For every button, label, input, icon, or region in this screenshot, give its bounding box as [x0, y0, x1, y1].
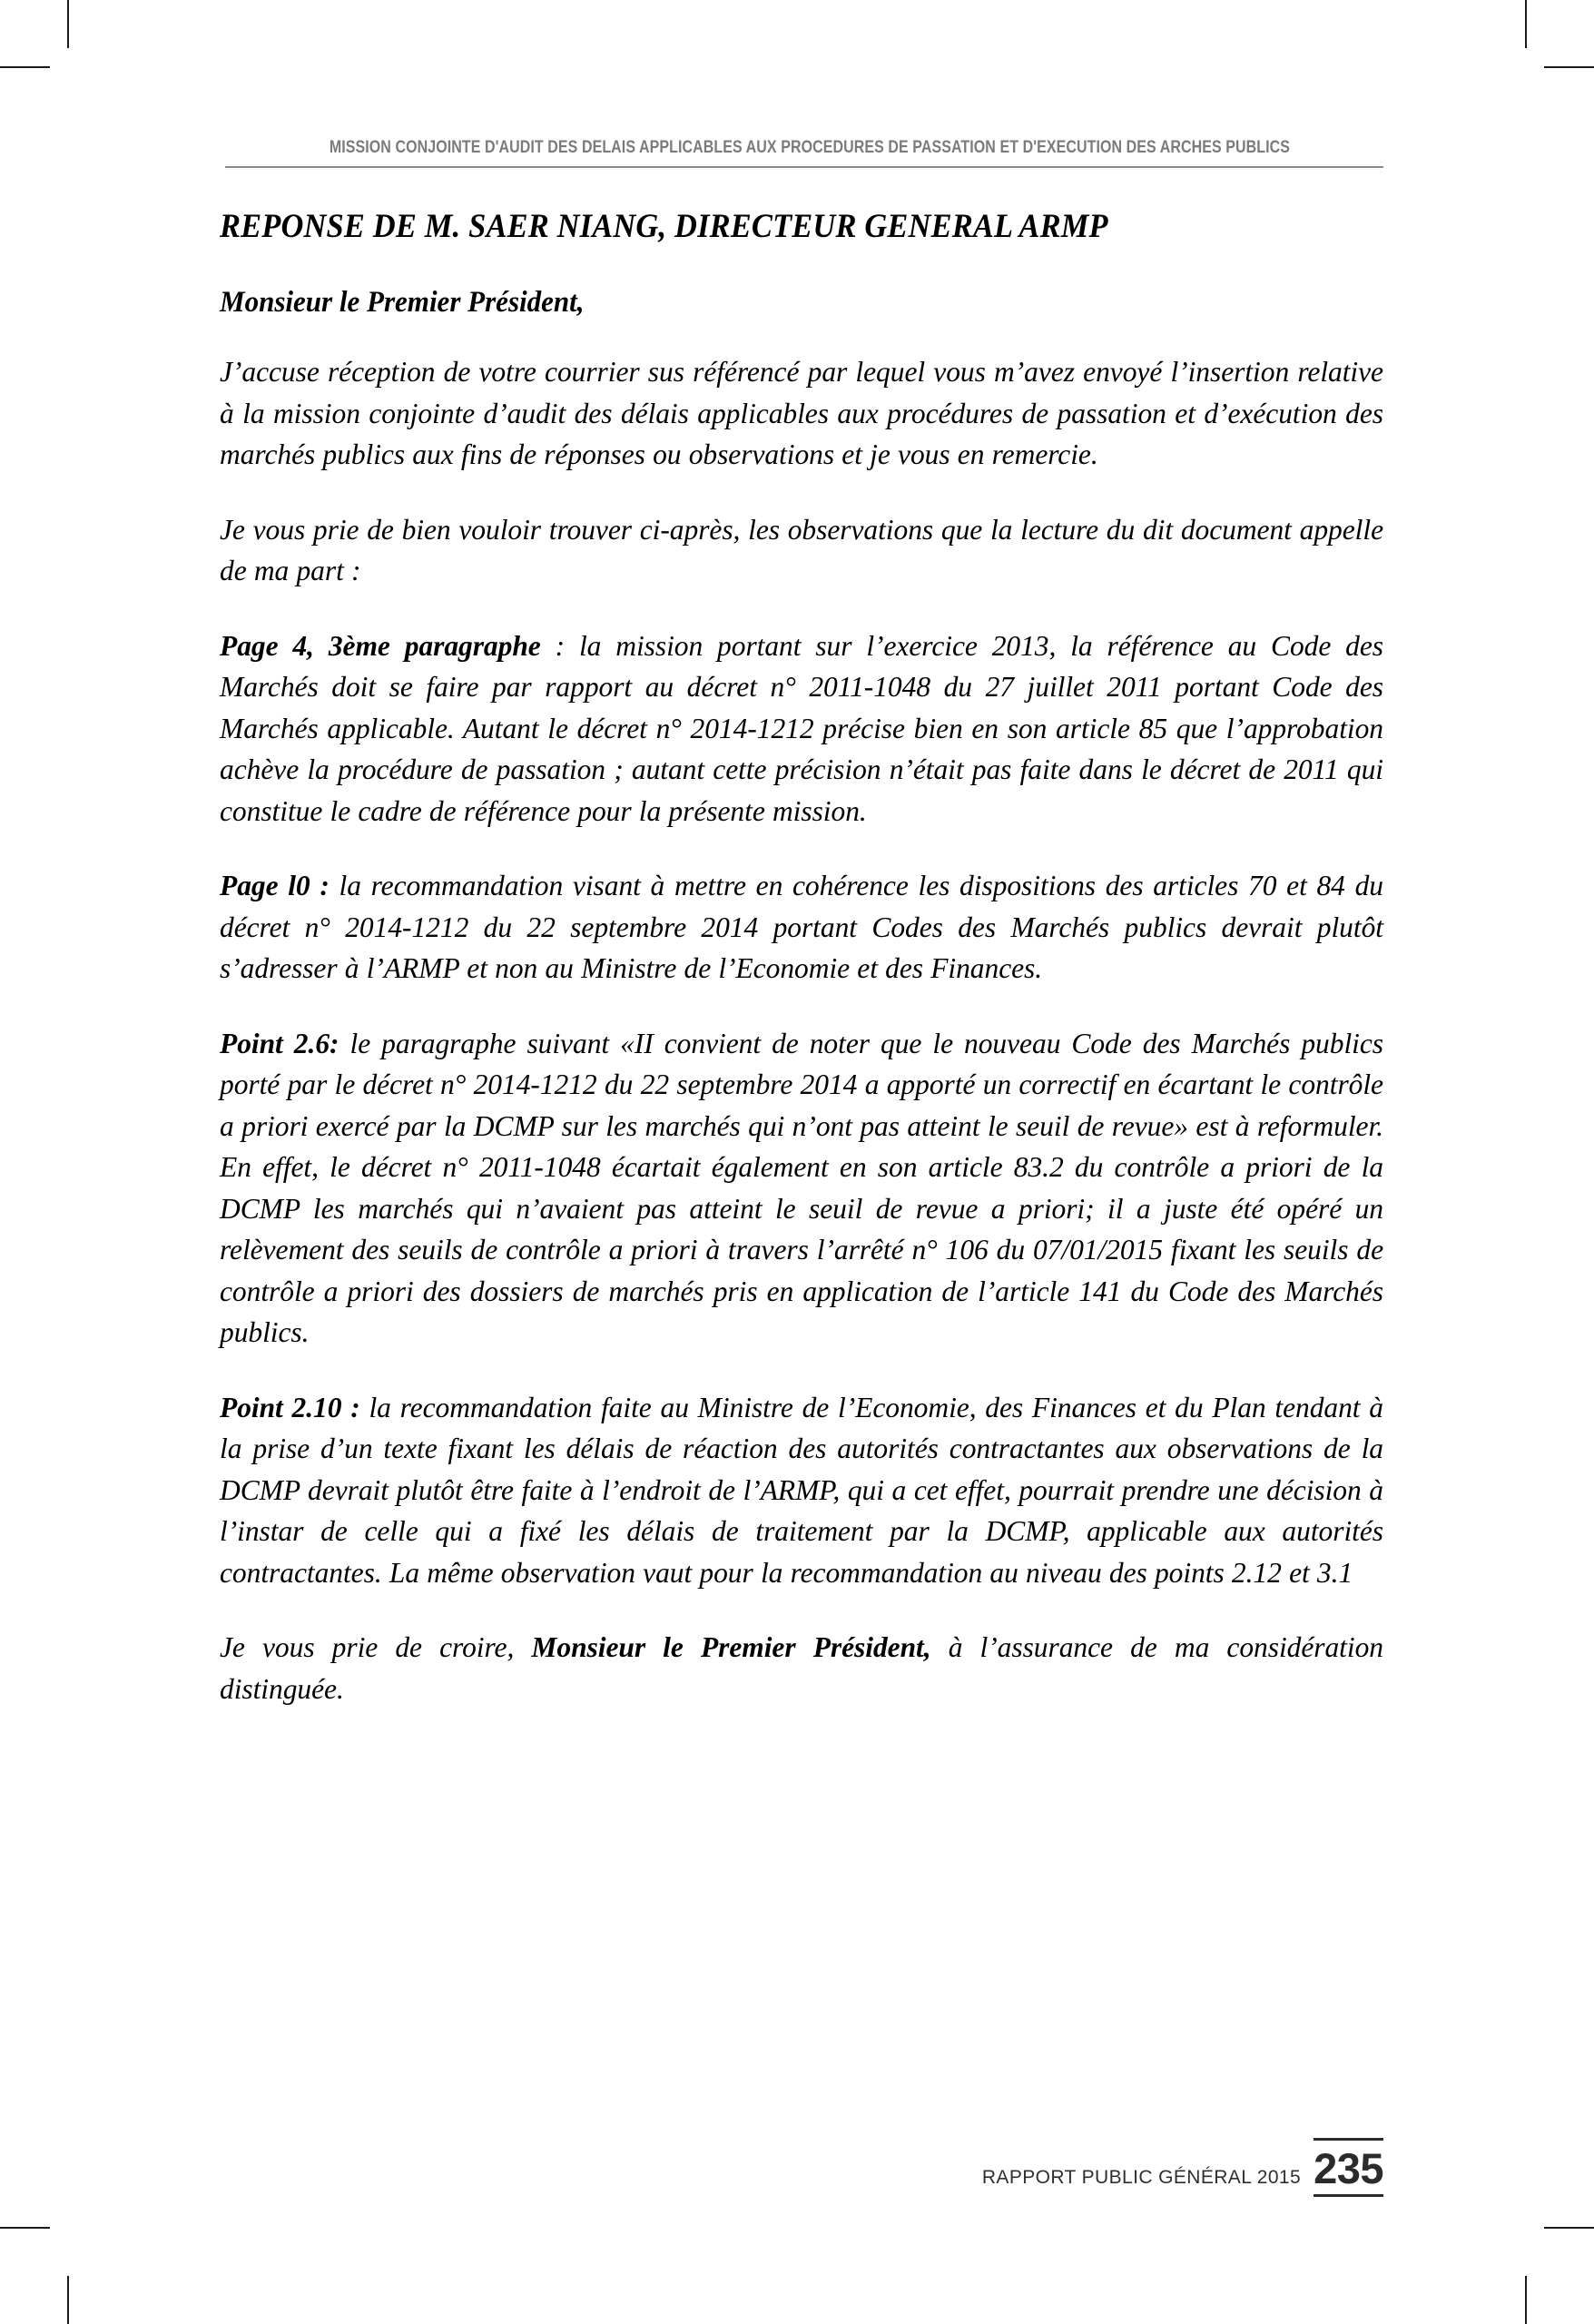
paragraph-text: Je vous prie de bien vouloir trouver ci-après, les observations que la lecture du dit document appelle de ma part :	[220, 513, 1383, 587]
paragraph-page-4	[220, 625, 1383, 832]
paragraph-lead: Point 2.6:	[220, 1027, 339, 1059]
page-footer	[982, 2138, 1383, 2197]
paragraph-text: : la mission portant sur l’exercice 2013, la référence au Code des Marchés doit se faire par rapport au décret n° 2011-1048 du 27 juillet 2011 portant Code des Marchés applicable. Autant le décret n° 2014-1212 précise bien en son article 85 que l’approbation achève la procédure de passation ; autant cette précision n’était pas faite dans le décret de 2011 qui constitue le cadre de référence pour la présente mission.	[220, 629, 1383, 827]
paragraph-point-2-10	[220, 1387, 1383, 1594]
paragraph-text: la recommandation visant à mettre en cohérence les dispositions des articles 70 et 84 du décret n° 2014-1212 du 22 septembre 2014 portant Codes des Marchés publics devrait plutôt s’adresser à l’ARMP et non au Ministre de l’Economie et des Finances.	[220, 870, 1383, 985]
paragraph-text: J’accuse réception de votre courrier sus référencé par lequel vous m’avez envoyé l’insertion relative à la mission conjointe d’audit des délais applicables aux procédures de passation et d’exécution des marchés publics aux fins de réponses ou observations et je vous en remercie.	[220, 356, 1383, 471]
closing-addressee: Monsieur le Premier Président,	[531, 1631, 931, 1664]
paragraph-lead: Page l0 :	[220, 870, 330, 902]
document-body	[220, 207, 1383, 1709]
paragraph-observations-intro	[220, 509, 1383, 592]
paragraph-accuse-reception	[220, 351, 1383, 476]
paragraph-lead: Page 4, 3ème paragraphe	[220, 629, 541, 662]
paragraph-text: la recommandation faite au Ministre de l’Economie, des Finances et du Plan tendant à la prise d’un texte fixant les délais de réaction des autorités contractantes aux observations de la DCMP devrait plutôt être faite à l’endroit de l’ARMP, qui a cet effet, pourrait prendre une décision à l’instar de celle qui a fixé les délais de traitement par la DCMP, applicable aux autorités contractantes. La même observation vaut pour la recommandation au niveau des points 2.12 et 3.1	[220, 1391, 1383, 1589]
running-head-text: MISSION CONJOINTE D'AUDIT DES DELAIS APPLICABLES AUX PROCEDURES DE PASSATION ET D'EXECUTION DES ARCHES PUBLICS	[329, 137, 1290, 157]
crop-mark-bottom-right-horizontal	[1544, 2227, 1594, 2229]
crop-mark-bottom-left-horizontal	[0, 2227, 50, 2229]
paragraph-closing	[220, 1627, 1383, 1709]
crop-mark-top-right-horizontal	[1544, 66, 1594, 68]
paragraph-point-2-6	[220, 1023, 1383, 1354]
crop-mark-top-right-vertical	[1525, 0, 1527, 48]
running-head-rule	[225, 166, 1383, 168]
footer-page-number: 235	[1314, 2138, 1383, 2197]
paragraph-text: le paragraphe suivant «II convient de noter que le nouveau Code des Marchés publics porté par le décret n° 2014-1212 du 22 septembre 2014 a apporté un correctif en écartant le contrôle a priori exercé par la DCMP sur les marchés qui n’ont pas atteint le seuil de revue» est à reformuler. En effet, le décret n° 2011-1048 écartait également en son article 83.2 du contrôle a priori de la DCMP les marchés qui n’avaient pas atteint le seuil de revue a priori; il a juste été opéré un relèvement des seuils de contrôle a priori à travers l’arrêté n° 106 du 07/01/2015 fixant les seuils de contrôle a priori des dossiers de marchés pris en application de l’article 141 du Code des Marchés publics.	[220, 1027, 1383, 1349]
page-title: REPONSE DE M. SAER NIANG, DIRECTEUR GENERAL ARMP	[220, 208, 1108, 245]
paragraph-lead: Point 2.10 :	[220, 1391, 360, 1423]
paragraph-page-10	[220, 865, 1383, 990]
footer-report-label: RAPPORT PUBLIC GÉNÉRAL 2015	[981, 2167, 1302, 2188]
closing-before: Je vous prie de croire,	[220, 1631, 532, 1664]
salutation: Monsieur le Premier Président,	[220, 285, 585, 319]
running-head	[225, 138, 1383, 168]
crop-mark-top-left-horizontal	[0, 66, 50, 68]
crop-mark-bottom-right-vertical	[1525, 2276, 1527, 2324]
closing-after: à l’assurance de ma considération distinguée.	[220, 1631, 1383, 1705]
crop-mark-top-left-vertical	[67, 0, 69, 48]
crop-mark-bottom-left-vertical	[67, 2276, 69, 2324]
